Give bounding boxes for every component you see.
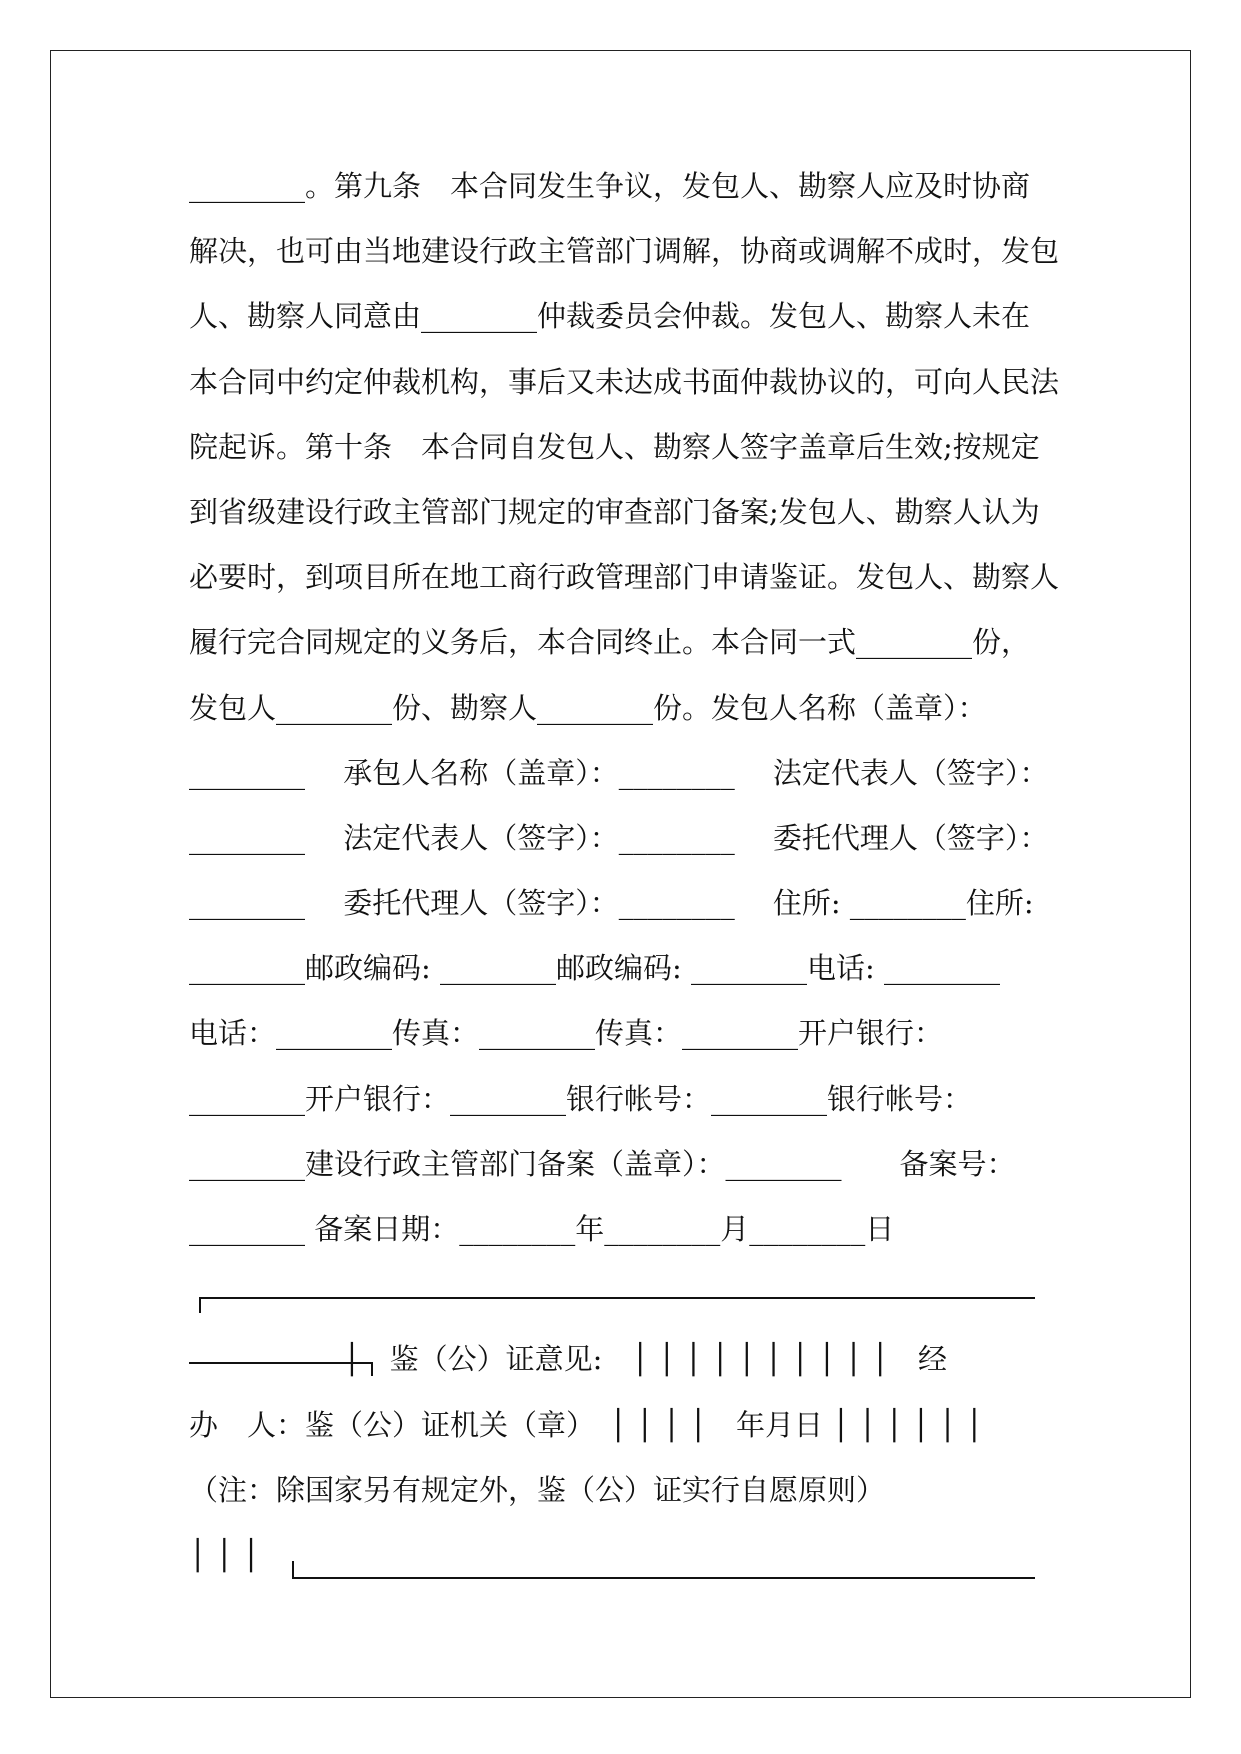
text-line: 发包人________份、勘察人________份。发包人名称（盖章）： (189, 690, 987, 725)
table-spacer-line (189, 1262, 1069, 1327)
text-line: 必要时，到项目所在地工商行政管理部门申请鉴证。发包人、勘察人 (189, 560, 1060, 595)
notarization-note: （注：除国家另有规定外，鉴（公）证实行自愿原则） (189, 1472, 886, 1507)
notarization-line: 办 人：鉴（公）证机关（章） │ │ │ │ 年月日 │ │ │ │ │ │ (189, 1407, 984, 1442)
text-line: 履行完合同规定的义务后，本合同终止。本合同一式________份， (189, 625, 1031, 660)
text-line: 本合同中约定仲裁机构，事后又未达成书面仲裁协议的，可向人民法 (189, 364, 1060, 399)
text-line: 人、勘察人同意由________仲裁委员会仲裁。发包人、勘察人未在 (189, 299, 1031, 334)
signature-line: ________建设行政主管部门备案（盖章）：________ 备案号： (189, 1146, 1016, 1181)
notarization-line: │ │ │ (189, 1537, 260, 1572)
text-line: 院起诉。第十条 本合同自发包人、勘察人签字盖章后生效;按规定 (189, 429, 1040, 464)
signature-line: ________ 法定代表人（签字）：________ 委托代理人（签字）： (189, 820, 1049, 855)
contract-text (189, 154, 1069, 1588)
text-line: 解决，也可由当地建设行政主管部门调解，协商或调解不成时，发包 (189, 234, 1060, 269)
signature-line: 电话：________传真：________传真：________开户银行： (189, 1016, 944, 1051)
signature-line: ________ 承包人名称（盖章）：________ 法定代表人（签字）： (189, 755, 1049, 790)
signature-line: ________ 备案日期：________年________月________日 (189, 1212, 895, 1246)
notarization-line: │ 鉴（公）证意见: │ │ │ │ │ │ │ │ │ │ 经 (189, 1342, 948, 1377)
text-line: 到省级建设行政主管部门规定的审查部门备案;发包人、勘察人认为 (189, 494, 1040, 529)
signature-line: ________ 委托代理人（签字）：________ 住所: ________住所: (189, 886, 1034, 921)
text-line: ________。第九条 本合同发生争议，发包人、勘察人应及时协商 (189, 169, 1031, 203)
signature-line: ________邮政编码: ________邮政编码: ________电话: ________ (189, 951, 1000, 986)
signature-line: ________开户银行：________银行帐号：________银行帐号： (189, 1081, 973, 1116)
